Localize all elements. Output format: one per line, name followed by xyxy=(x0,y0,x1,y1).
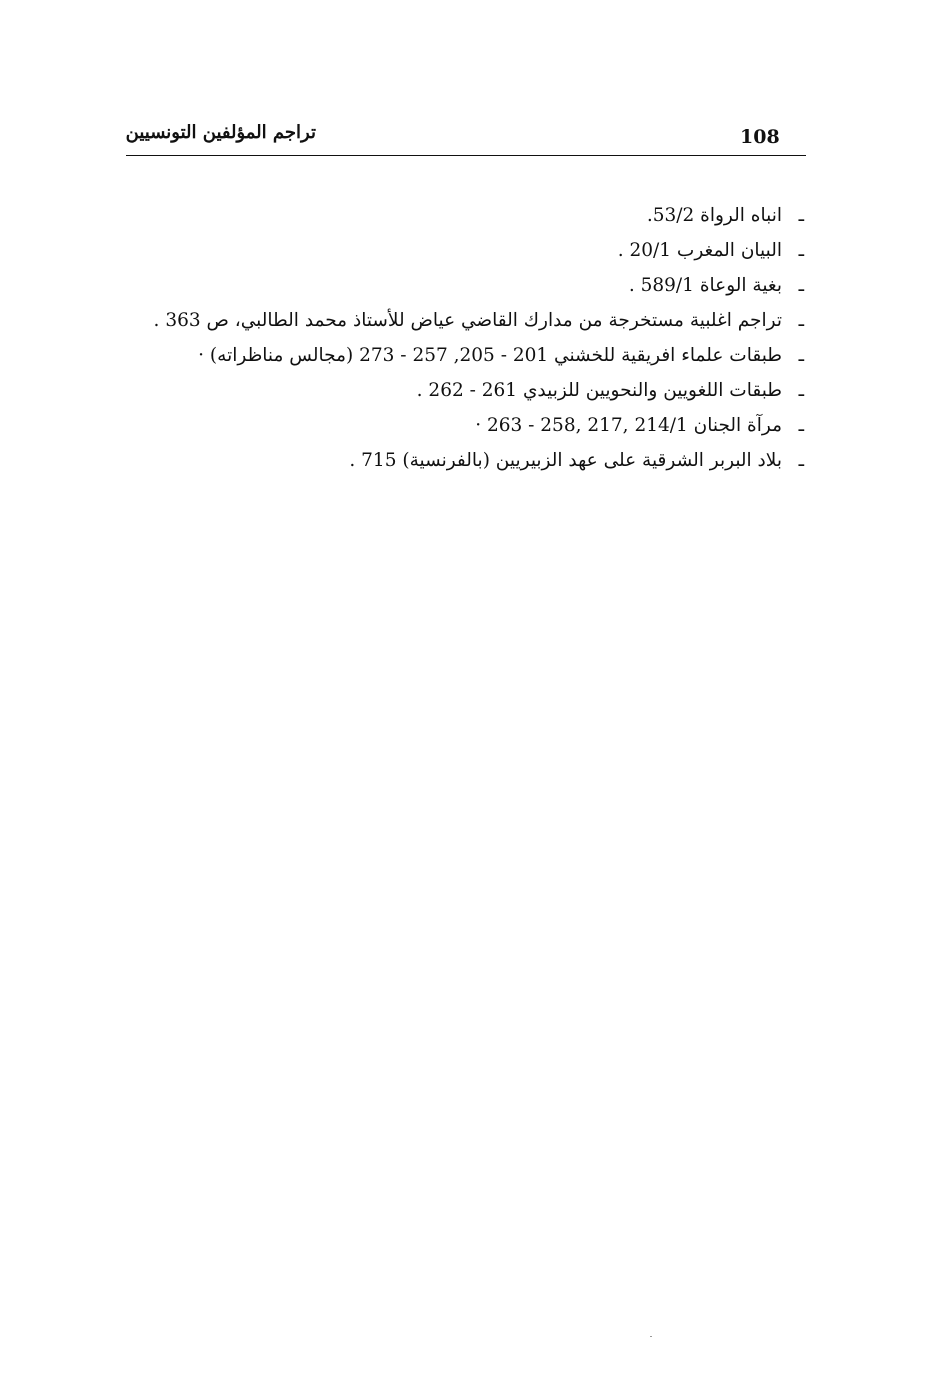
scan-speck xyxy=(650,1336,652,1337)
source-item: ـ طبقات اللغويين والنحويين للزبيدي 261 - 262 . xyxy=(114,373,804,408)
source-item: ـ مرآة الجنان 214/1 ,217 ,258 - 263 · xyxy=(114,408,804,443)
page-number: 108 xyxy=(740,126,780,148)
source-item: ـ انباه الرواة 53/2. xyxy=(114,198,804,233)
source-item: ـ تراجم اغلبية مستخرجة من مدارك القاضي عياض للأستاذ محمد الطالبي، ص 363 . xyxy=(114,303,804,338)
source-item: ـ طبقات علماء افريقية للخشني 201 - 205, 257 - 273 (مجالس مناظراته) · xyxy=(114,338,804,373)
source-item: ـ بلاد البربر الشرقية على عهد الزبيريين (بالفرنسية) 715 . xyxy=(114,443,804,478)
sources-list xyxy=(114,198,804,478)
header-rule xyxy=(126,155,806,156)
source-item: ـ البيان المغرب 20/1 . xyxy=(114,233,804,268)
running-title: تراجم المؤلفين التونسيين xyxy=(125,122,316,143)
source-item: ـ بغية الوعاة 589/1 . xyxy=(114,268,804,303)
